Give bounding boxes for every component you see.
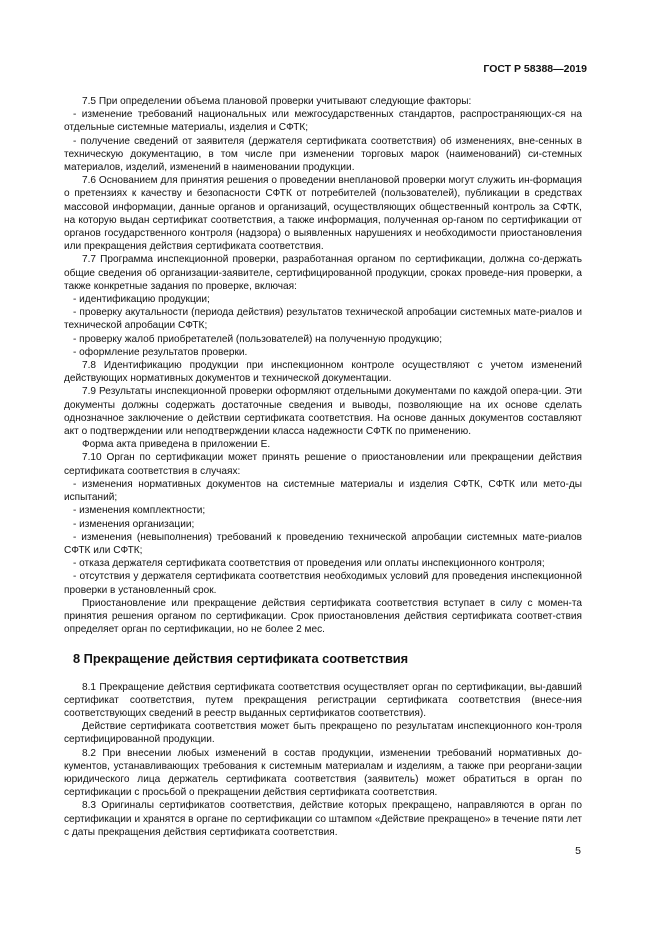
paragraph: - изменения комплектности; (73, 505, 206, 517)
paragraph: - получение сведений от заявителя (держателя сертификата соответствия) об изменениях, вне-сенных в техническую документацию, в том числе при изменении торговых марок (наименований) си-стемных материалов, изделий, изменений в наименовании продукции. (64, 135, 582, 174)
paragraph: - изменения (невыполнения) требований к проведению технической апробации системных мате-риалов СФТК или СФТК; (64, 531, 582, 556)
paragraph: 8.2 При внесении любых изменений в состав продукции, изменении требований нормативных до-кументов, устанавливающих требования к системным материалам и изделиям, а также при реоргани-зации юридического лица держатель сертификата соответствия (заявитель) может обратиться в орган по сертификации с просьбой о прекращении действия сертификата соответствия. (64, 747, 582, 799)
paragraph: - идентификацию продукции; (73, 294, 210, 306)
paragraph: - отказа держателя сертификата соответствия от проведения или оплаты инспекционного контроля; (73, 558, 545, 570)
paragraph: 8.1 Прекращение действия сертификата соответствия осуществляет орган по сертификации, вы-давший сертификат соответствия, путем прекращения регистрации сертификата соответствия (внесе-ния соответствующих сведений в реестр выданных сертификатов соответствия). (64, 681, 582, 719)
section-heading: 8 Прекращение действия сертификата соответствия (73, 651, 409, 667)
paragraph: - проверку жалоб приобретателей (пользователей) на полученную продукцию; (73, 333, 443, 345)
paragraph: 7.9 Результаты инспекционной проверки оформляют отдельными документами по каждой опера-ции. Эти документы должны содержать достаточные сведения и выводы, позволяющие на их основе сделать однозначное заключение о действии сертификата соответствия. На основе данных документов составляют акт о подтверждении или неподтверждении класса надежности СФТК по применению. (64, 386, 582, 438)
paragraph: - изменение требований национальных или межгосударственных стандартов, распространяющих-ся на отдельные системные материалы, изделия и СФТК; (64, 109, 582, 134)
document-body (64, 95, 582, 839)
paragraph: Приостановление или прекращение действия сертификата соответствия вступает в силу с момен-та принятия решения органом по сертификации. Срок приостановления действия сертификата соответ-ствия определяет орган по сертификации, но не более 2 мес. (64, 597, 582, 636)
paragraph: 8.3 Оригиналы сертификатов соответствия, действие которых прекращено, направляются в орган по сертификации и хранятся в органе по сертификации со штампом «Действие прекращено» в течение пяти лет с даты прекращения действия сертификата соответствия. (64, 800, 582, 838)
paragraph: 7.7 Программа инспекционной проверки, разработанная органом по сертификации, должна со-держать общие сведения об организации-заявителе, сертифицированной продукции, сроках проведе-ния проверки, а также конкретные задания по проверке, включая: (64, 254, 582, 292)
paragraph: - оформление результатов проверки. (73, 346, 248, 358)
paragraph: 7.5 При определении объема плановой проверки учитывают следующие факторы: (82, 96, 472, 107)
paragraph: Форма акта приведена в приложении Е. (82, 439, 271, 451)
paragraph: 7.8 Идентификацию продукции при инспекционном контроле осуществляют с учетом изменений действующих нормативных документов и технической документации. (64, 360, 582, 385)
document-standard-number: ГОСТ Р 58388—2019 (483, 63, 587, 75)
paragraph: Действие сертификата соответствия может быть прекращено по результатам инспекционного кон-троля сертифицированной продукции. (64, 721, 582, 746)
paragraph: - изменения нормативных документов на системные материалы и изделия СФТК, СФТК или мето-ды испытаний; (64, 478, 582, 504)
page-number: 5 (575, 845, 581, 857)
paragraph: - изменения организации; (73, 518, 195, 530)
paragraph: 7.10 Орган по сертификации может принять решение о приостановлении или прекращении действия сертификата соответствия в случаях: (64, 452, 582, 477)
paragraph: - проверку акутальности (периода действия) результатов технической апробации системных мате-риалов и технической апробации СФТК; (64, 307, 582, 332)
paragraph: 7.6 Основанием для принятия решения о проведении внеплановой проверки могут служить ин-формация о претензиях к качеству и безопасности СФТК от потребителей (пользователей), публикации в средствах массовой информации, данные органов и организаций, осуществляющих общественный контроль за СФТК, на которую выдан сертификат соответствия, а также информация, полученная ор-ганом по сертификации от органов государственного контроля (надзора) о выявленных нарушениях и необходимости приостановления или прекращения действия сертификата соответствия. (64, 175, 582, 253)
paragraph: - отсутствия у держателя сертификата соответствия необходимых условий для проведения инспекционной проверки в установленный срок. (64, 571, 582, 596)
